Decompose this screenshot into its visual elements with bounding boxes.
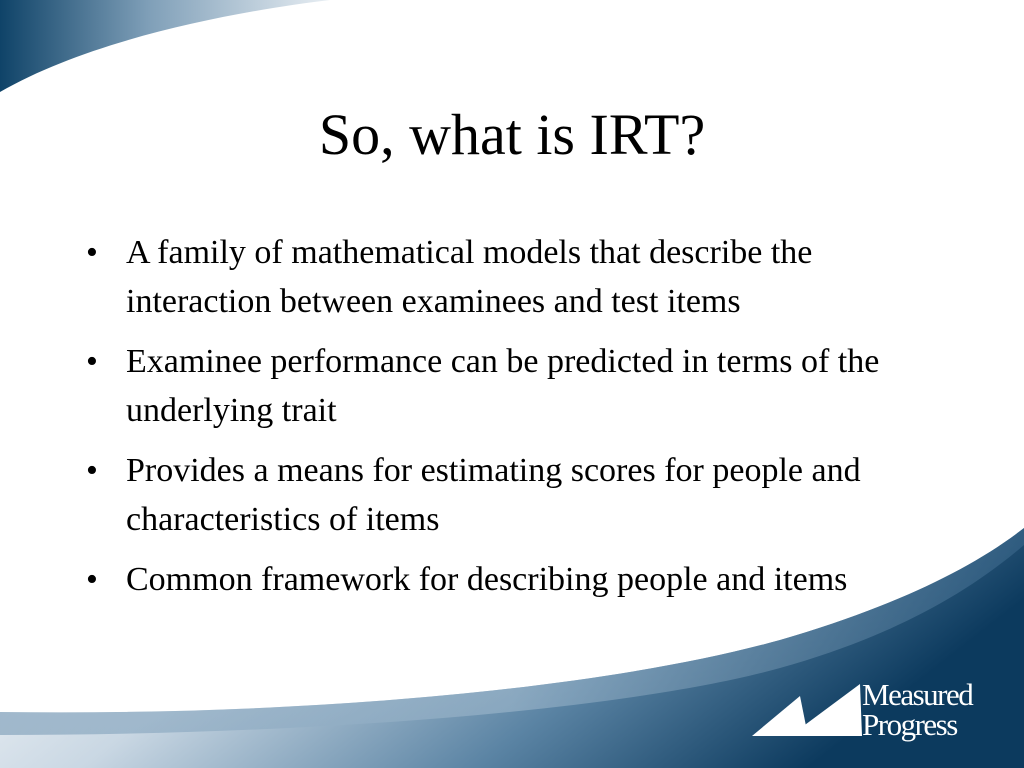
bullet-item bbox=[86, 228, 956, 326]
bullet-item bbox=[86, 446, 956, 544]
logo-line-1: Measured bbox=[862, 677, 973, 712]
bullet-icon: • bbox=[86, 452, 98, 489]
bullet-item bbox=[86, 337, 956, 435]
bullet-item bbox=[86, 555, 956, 604]
bullet-icon: • bbox=[86, 343, 98, 380]
bullet-icon: • bbox=[86, 561, 98, 598]
slide-title: So, what is IRT? bbox=[318, 102, 706, 167]
logo-line-2: Progress bbox=[862, 707, 957, 742]
bullet-text: Provides a means for estimating scores for people and characteristics of items bbox=[126, 452, 861, 538]
bullet-icon: • bbox=[86, 234, 98, 271]
bullet-text: A family of mathematical models that describe the interaction between examinees and test items bbox=[126, 234, 813, 320]
bullet-text: Common framework for describing people and items bbox=[126, 561, 848, 598]
logo-wordmark bbox=[862, 677, 973, 742]
bullet-list bbox=[86, 228, 956, 615]
measured-progress-logo bbox=[752, 677, 992, 750]
bullet-text: Examinee performance can be predicted in terms of the underlying trait bbox=[126, 343, 880, 429]
top-left-swoosh bbox=[0, 0, 330, 92]
